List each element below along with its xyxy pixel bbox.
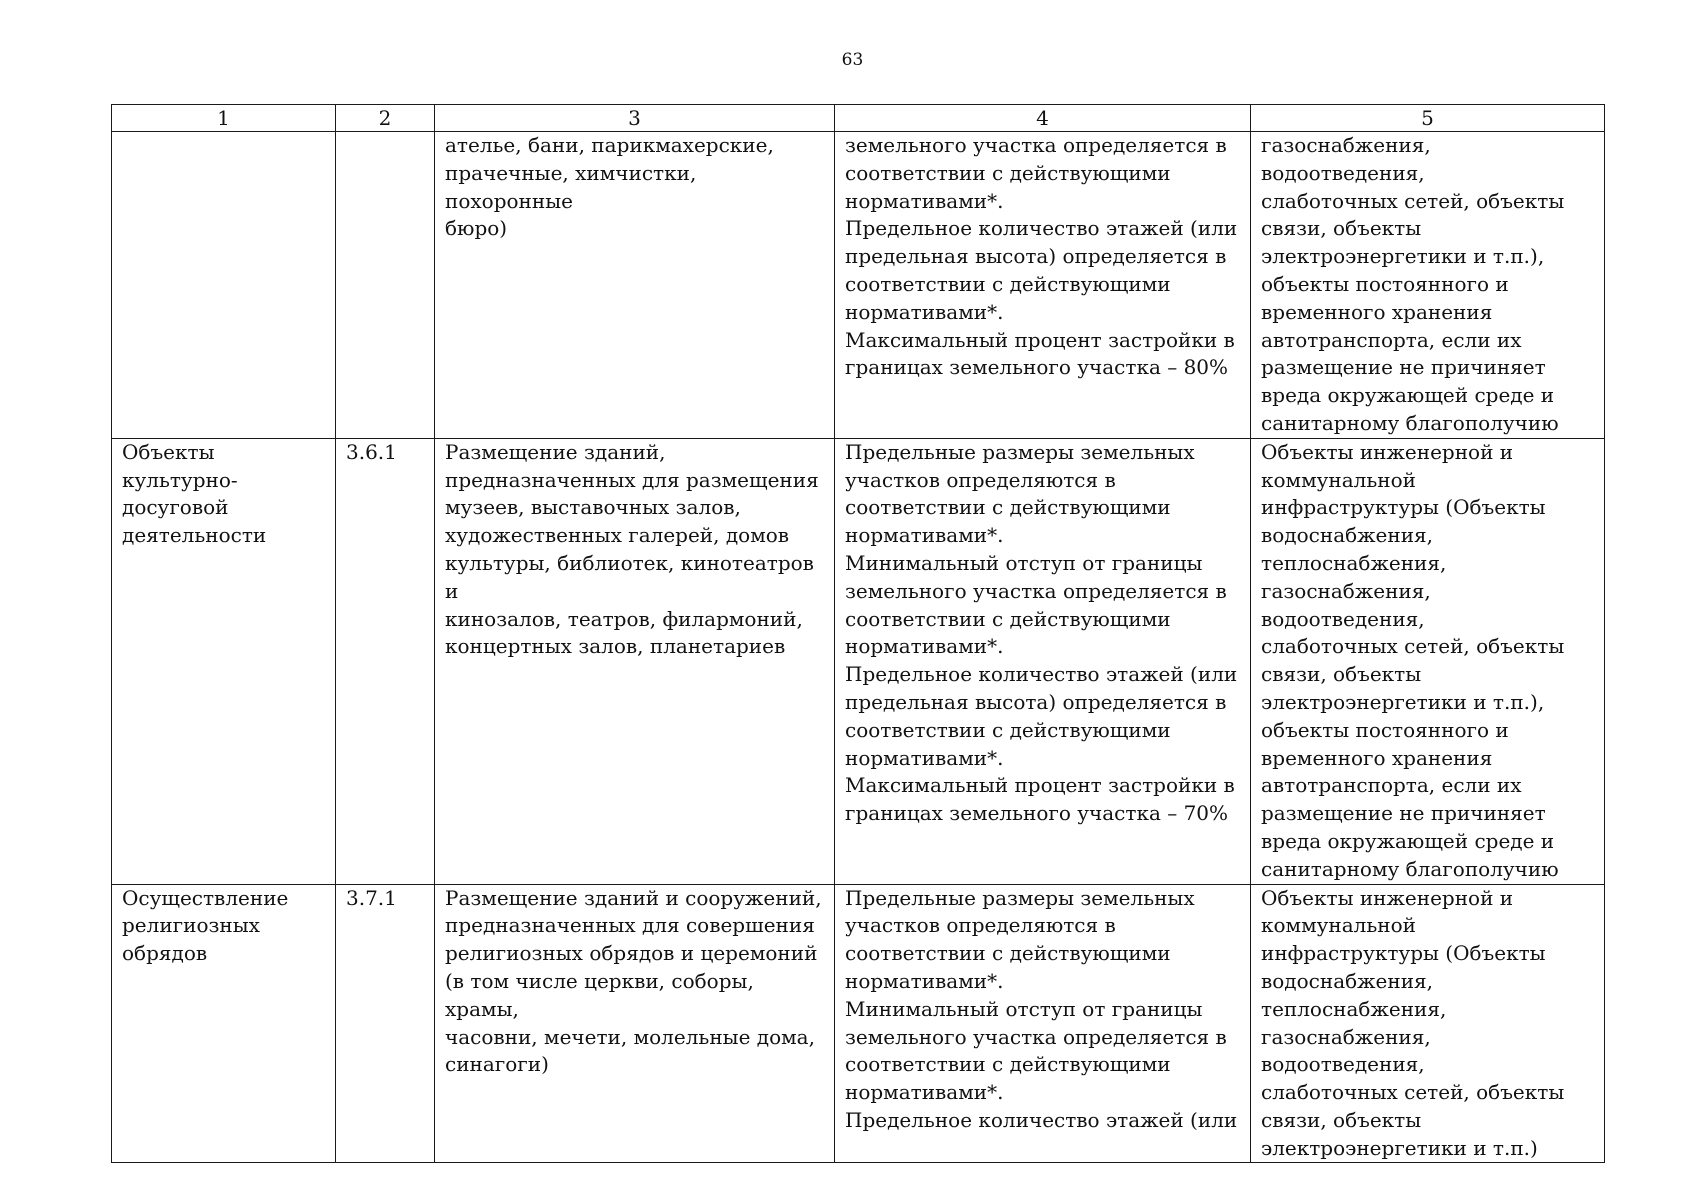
use-parameters-cell	[835, 884, 1251, 1163]
use-description: Размещение зданий и сооружений, предназначенных для совершения религиозных обрядов и церемоний (в том числе церкви, соборы, храмы, часовни, мечети, молельные дома, синагоги)	[445, 885, 822, 1077]
auxiliary-uses: газоснабжения, водоотведения, слаботочных сетей, объекты связи, объекты электроэнергетики и т.п.), объекты постоянного и временного хранения автотранспорта, если их размещение не причиняет вреда окружающей среде и санитарному благополучию	[1261, 133, 1565, 435]
use-code: 3.7.1	[346, 885, 397, 910]
use-name: Объекты культурно- досуговой деятельности	[122, 439, 267, 548]
table-row	[112, 438, 1605, 884]
use-name-cell	[112, 438, 336, 884]
use-parameters: Предельные размеры земельных участков определяются в соответствии с действующими нормативами*. Минимальный отступ от границы земельного участка определяется в соответствии с действующими нормативами*. Предельное количество этажей (или предельная высота) определяется в соответствии с действующими нормативами*. Максимальный процент застройки в границах земельного участка – 70%	[845, 439, 1238, 826]
use-parameters: земельного участка определяется в соответствии с действующими нормативами*. Предельное количество этажей (или предельная высота) определяется в соответствии с действующими нормативами*. Максимальный процент застройки в границах земельного участка – 80%	[845, 133, 1238, 380]
column-header-1: 1	[112, 105, 336, 132]
column-header-2: 2	[336, 105, 435, 132]
auxiliary-uses-cell	[1251, 884, 1605, 1163]
page-number: 63	[841, 50, 864, 70]
use-parameters: Предельные размеры земельных участков определяются в соответствии с действующими нормативами*. Минимальный отступ от границы земельного участка определяется в соответствии с действующими нормативами*. Предельное количество этажей (или	[845, 885, 1238, 1132]
column-header-4: 4	[835, 105, 1251, 132]
use-name-cell	[112, 132, 336, 439]
table-row	[112, 132, 1605, 439]
column-header-3: 3	[435, 105, 835, 132]
use-description-cell	[435, 884, 835, 1163]
use-code: 3.6.1	[346, 439, 397, 464]
use-description: ателье, бани, парикмахерские, прачечные, химчистки, похоронные бюро)	[445, 133, 774, 241]
auxiliary-uses: Объекты инженерной и коммунальной инфраструктуры (Объекты водоснабжения, теплоснабжения, газоснабжения, водоотведения, слаботочных сетей, объекты связи, объекты электроэнергетики и т.п.)	[1261, 885, 1565, 1160]
auxiliary-uses-cell	[1251, 132, 1605, 439]
zoning-table	[111, 104, 1605, 1163]
table-row	[112, 884, 1605, 1163]
header-row	[112, 105, 1605, 132]
column-header-5: 5	[1251, 105, 1605, 132]
use-code-cell	[336, 132, 435, 439]
use-description-cell	[435, 132, 835, 439]
auxiliary-uses: Объекты инженерной и коммунальной инфраструктуры (Объекты водоснабжения, теплоснабжения, газоснабжения, водоотведения, слаботочных сетей, объекты связи, объекты электроэнергетики и т.п.), объекты постоянного и временного хранения автотранспорта, если их размещение не причиняет вреда окружающей среде и санитарному благополучию	[1261, 439, 1565, 881]
use-name: Осуществление религиозных обрядов	[122, 885, 289, 966]
use-code-cell	[336, 884, 435, 1163]
use-parameters-cell	[835, 438, 1251, 884]
use-description-cell	[435, 438, 835, 884]
use-code-cell	[336, 438, 435, 884]
auxiliary-uses-cell	[1251, 438, 1605, 884]
use-description: Размещение зданий, предназначенных для размещения музеев, выставочных залов, художественных галерей, домов культуры, библиотек, кинотеатров и кинозалов, театров, филармоний, концертных залов, планетариев	[445, 439, 819, 659]
use-parameters-cell	[835, 132, 1251, 439]
use-name-cell	[112, 884, 336, 1163]
